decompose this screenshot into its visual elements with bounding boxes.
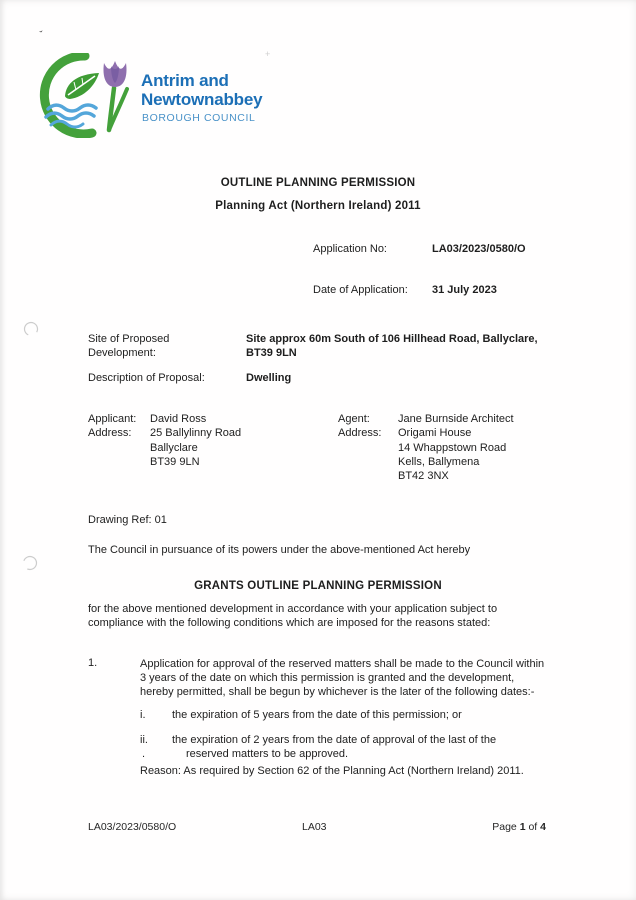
hole-punch-mark <box>22 555 38 571</box>
condition-number: 1. <box>88 657 98 669</box>
applicant-label: Applicant: <box>88 413 137 425</box>
agent-labels <box>338 412 381 441</box>
tulip-icon <box>103 61 126 87</box>
address-line: Ballyclare <box>150 441 198 454</box>
applicant-address-label: Address: <box>88 427 132 440</box>
address-line: BT42 3NX <box>398 470 449 483</box>
footer-of-word: of <box>528 821 538 833</box>
applicant-values <box>150 412 241 469</box>
drawing-ref: Drawing Ref: 01 <box>88 514 167 526</box>
footer-page-word: Page <box>492 821 517 833</box>
footer-page-total: 4 <box>540 821 546 833</box>
agent-label: Agent: <box>338 413 370 425</box>
application-no-value: LA03/2023/0580/O <box>432 243 526 255</box>
address-line: Kells, Ballymena <box>398 455 480 468</box>
address-line: 14 Whappstown Road <box>398 441 507 454</box>
hole-punch-mark <box>23 321 39 337</box>
condition-reason: Reason: As required by Section 62 of the Planning Act (Northern Ireland) 2011. <box>140 765 524 777</box>
proposal-label: Description of Proposal: <box>88 372 205 384</box>
council-name-line3: BOROUGH COUNCIL <box>142 112 256 124</box>
address-line: 25 Ballylinny Road <box>150 427 242 440</box>
condition-line: hereby permitted, shall be begun by whichever is the later of the following dates:- <box>140 686 535 698</box>
subitem-marker: i. <box>140 709 146 721</box>
council-name-line1: Antrim and <box>141 71 229 90</box>
document-subtitle: Planning Act (Northern Ireland) 2011 <box>215 200 421 212</box>
grants-heading: GRANTS OUTLINE PLANNING PERMISSION <box>194 580 442 592</box>
application-no-label: Application No: <box>313 243 387 255</box>
applicant-labels <box>88 412 136 441</box>
stem-icon <box>109 88 127 130</box>
council-name-line2: Newtownabbey <box>141 90 263 109</box>
proposal-value: Dwelling <box>246 372 292 384</box>
intro-paragraph <box>88 603 497 630</box>
address-line: BT39 9LN <box>150 455 200 468</box>
subitem-marker: ii. <box>140 734 148 746</box>
site-label-line: Development: <box>88 347 156 359</box>
document-title: OUTLINE PLANNING PERMISSION <box>220 177 416 189</box>
condition-text <box>140 657 544 699</box>
scan-artifact-mark: ˇ <box>39 29 45 42</box>
site-value <box>246 332 538 360</box>
address-line: Origami House <box>398 427 472 440</box>
subitem-text: the expiration of 5 years from the date of this permission; or <box>172 709 462 721</box>
subitem-marker: . <box>142 748 146 760</box>
agent-name: Jane Burnside Architect <box>398 413 514 425</box>
council-logo-emblem <box>38 53 138 138</box>
leaf-icon <box>65 73 99 99</box>
applicant-name: David Ross <box>150 413 207 425</box>
condition-line: Application for approval of the reserved matters shall be made to the Council within <box>140 658 545 670</box>
site-label-line: Site of Proposed <box>88 333 170 345</box>
subitem-text: reserved matters to be approved. <box>186 748 349 760</box>
intro-line: for the above mentioned development in accordance with your application subject to <box>88 603 498 615</box>
condition-line: 3 years of the date on which this permission is granted and the development, <box>140 672 515 684</box>
scan-artifact-plus: + <box>265 49 271 59</box>
footer-reference: LA03/2023/0580/O <box>88 821 177 833</box>
site-value-line: Site approx 60m South of 106 Hillhead Road, Ballyclare, <box>246 333 538 345</box>
footer-code: LA03 <box>302 821 327 833</box>
intro-line: compliance with the following conditions which are imposed for the reasons stated: <box>88 616 491 629</box>
agent-address-label: Address: <box>338 427 382 440</box>
application-date-value: 31 July 2023 <box>432 284 497 296</box>
agent-values <box>398 412 514 483</box>
pursuance-line: The Council in pursuance of its powers under the above-mentioned Act hereby <box>88 544 471 556</box>
site-value-line: BT39 9LN <box>246 347 297 359</box>
subitem-text: the expiration of 2 years from the date of approval of the last of the <box>172 734 497 746</box>
site-label <box>88 332 169 360</box>
footer-page-number: 1 <box>519 821 526 833</box>
footer-page-indicator <box>492 821 546 833</box>
application-date-label: Date of Application: <box>313 284 408 296</box>
